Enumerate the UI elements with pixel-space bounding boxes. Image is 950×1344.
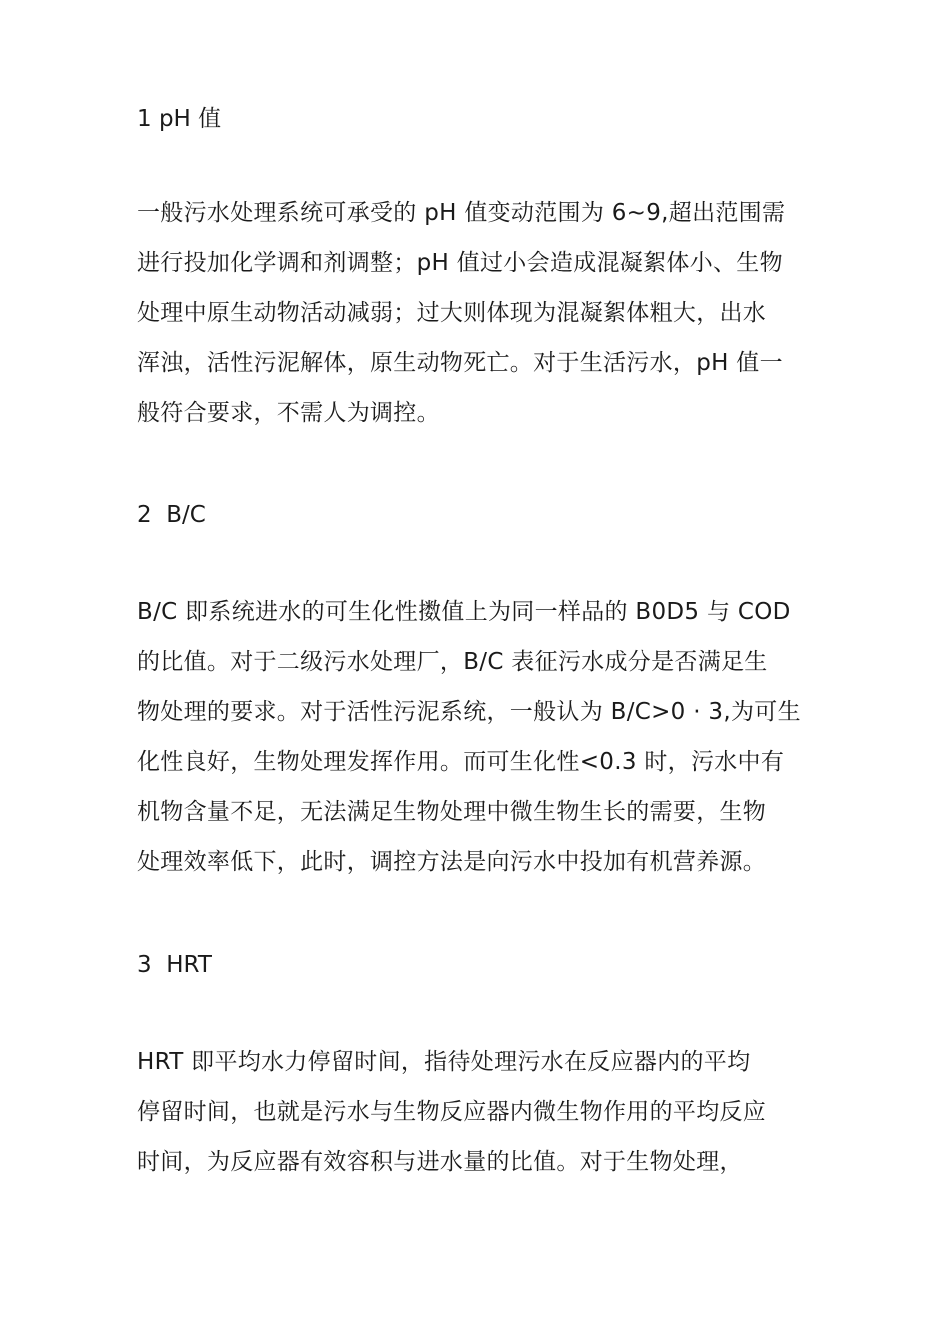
- paragraph-line: 的比值。对于二级污水处理厂，B/C 表征污水成分是否满足生: [137, 649, 768, 675]
- paragraph-bc: [137, 587, 837, 887]
- paragraph-line: 进行投加化学调和剂调整；pH 值过小会造成混凝絮体小、生物: [137, 250, 783, 276]
- paragraph-line: HRT 即平均水力停留时间，指待处理污水在反应器内的平均: [137, 1049, 751, 1075]
- paragraph-line: 一般污水处理系统可承受的 pH 值变动范围为 6~9,超出范围需: [137, 200, 786, 226]
- section-heading-ph: 1 pH 值: [137, 106, 222, 132]
- paragraph-line: B/C 即系统进水的可生化性擞值上为同一样品的 B0D5 与 COD: [137, 599, 791, 625]
- paragraph-line: 化性良好，生物处理发挥作用。而可生化性<0.3 时，污水中有: [137, 749, 785, 775]
- paragraph-line: 浑浊，活性污泥解体，原生动物死亡。对于生活污水，pH 值一: [137, 350, 783, 376]
- paragraph-line: 物处理的要求。对于活性污泥系统，一般认为 B/C>0 · 3,为可生: [137, 699, 801, 725]
- paragraph-line: 机物含量不足，无法满足生物处理中微生物生长的需要，生物: [137, 799, 767, 825]
- paragraph-ph: [137, 188, 837, 438]
- paragraph-line: 处理效率低下，此时，调控方法是向污水中投加有机营养源。: [137, 849, 767, 875]
- paragraph-line: 时间，为反应器有效容积与进水量的比值。对于生物处理，: [137, 1149, 743, 1175]
- section-heading-bc: 2 B/C: [137, 502, 206, 528]
- section-heading-hrt: 3 HRT: [137, 952, 212, 978]
- paragraph-line: 处理中原生动物活动减弱；过大则体现为混凝絮体粗大，出水: [137, 300, 767, 326]
- paragraph-line: 停留时间，也就是污水与生物反应器内微生物作用的平均反应: [137, 1099, 767, 1125]
- paragraph-hrt: [137, 1037, 837, 1187]
- paragraph-line: 般符合要求，不需人为调控。: [137, 400, 440, 426]
